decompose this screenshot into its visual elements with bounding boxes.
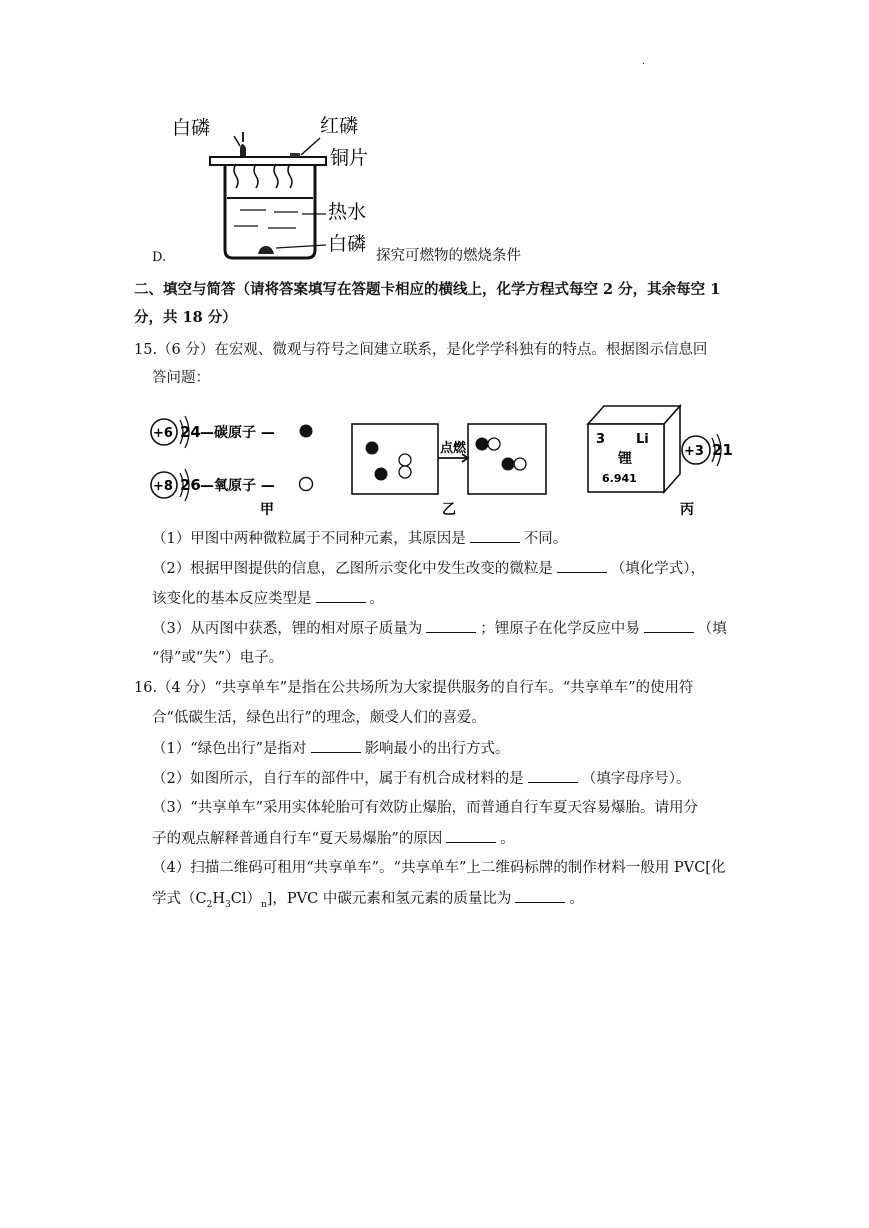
q16-sub2-tail: （填字母序号）。 [581, 771, 691, 787]
pvc-formula-start: 学式（C [152, 891, 207, 907]
corner-mark: . [642, 56, 646, 67]
formula-subscript: 3 [225, 899, 231, 910]
formula-part: H [212, 891, 225, 907]
q16-sub3a: （3）“共享单车”采用实体轮胎可有效防止爆胎，而普通自行车夏天容易爆胎。请用分 [152, 800, 699, 816]
q15-sub1 [152, 528, 567, 549]
carbon-atom-dot [300, 425, 313, 438]
q16-stem-line2: 合“低碳生活，绿色出行”的理念，颇受人们的喜爱。 [152, 710, 486, 726]
fig-jia-label: 甲 [260, 502, 274, 518]
fig-yi-label: 乙 [442, 502, 456, 518]
q15-sub2-text: （2）根据甲图提供的信息，乙图所示变化中发生改变的微粒是 [152, 561, 553, 577]
q16-sub3b-text: 子的观点解释普通自行车“夏天易爆胎”的原因 [152, 831, 443, 847]
q16-sub4b-tail: 。 [569, 891, 584, 907]
option-d-letter: D. [152, 250, 167, 265]
oxygen-atom-dot [300, 478, 313, 491]
answer-blank[interactable] [557, 558, 607, 573]
q16-sub3b [152, 828, 515, 849]
option-d-caption: 探究可燃物的燃烧条件 [376, 248, 521, 264]
carbon-electrons: 24 [180, 423, 201, 441]
answer-blank[interactable] [446, 828, 496, 843]
q15-sub2-tail: （填化学式）， [610, 561, 705, 577]
q16-sub3b-tail: 。 [500, 831, 515, 847]
q16-sub4a: （4）扫描二维码可租用“共享单车”。“共享单车”上二维码标牌的制作材料一般用 PVC[化 [152, 860, 726, 876]
label-copper: 铜片 [330, 147, 369, 169]
q15-stem-line2: 答问题： [152, 370, 210, 386]
answer-blank[interactable] [515, 888, 565, 903]
q16-sub1-text: （1）“绿色出行”是指对 [152, 741, 307, 757]
answer-blank[interactable] [644, 618, 694, 633]
carbon-nucleus: +6 [153, 426, 173, 441]
section-heading-line1: 二、填空与简答（请将答案填写在答题卡相应的横线上，化学方程式每空 2 分，其余每空 1 [134, 281, 721, 298]
reaction-condition: 点燃 [440, 441, 467, 456]
formula-subscript: n [260, 899, 267, 910]
fig-bing-label: 丙 [680, 502, 694, 518]
answer-blank[interactable] [311, 738, 361, 753]
q15-sub2b-text: 该变化的基本反应类型是 [152, 591, 312, 607]
answer-blank[interactable] [316, 588, 366, 603]
q15-figure [140, 398, 740, 522]
carbon-label: —碳原子 — [200, 425, 275, 441]
oxygen-nucleus: +8 [153, 479, 173, 494]
q16-sub1-tail: 影响最小的出行方式。 [364, 741, 510, 757]
li-name: 锂 [618, 451, 632, 467]
q16-sub2-text: （2）如图所示，自行车的部件中，属于有机合成材料的是 [152, 771, 524, 787]
label-white-phosphorus-top: 白磷 [172, 117, 211, 139]
apparatus-figure [170, 108, 380, 260]
q15-sub2b-tail: 。 [369, 591, 384, 607]
q15-sub2a [152, 558, 705, 579]
q15-sub3a [152, 618, 727, 639]
q15-sub3-mid: ；锂原子在化学反应中易 [480, 621, 640, 637]
q15-sub3-text: （3）从丙图中获悉，锂的相对原子质量为 [152, 621, 423, 637]
formula-part: Cl） [230, 891, 261, 907]
q15-sub3-tail: （填 [697, 621, 727, 637]
li-atomic-number: 3 [596, 432, 606, 447]
q15-stem-line1: 15.（6 分）在宏观、微观与符号之间建立联系，是化学学科独有的特点。根据图示信息回 [134, 342, 708, 358]
label-hot-water: 热水 [328, 201, 367, 223]
section-heading-line2: 分，共 18 分） [134, 309, 237, 326]
li-electrons: 21 [712, 441, 733, 459]
li-symbol: Li [636, 432, 649, 447]
q15-sub1-tail: 不同。 [523, 531, 568, 547]
answer-blank[interactable] [426, 618, 476, 633]
q15-sub3b: “得”或“失”）电子。 [152, 650, 284, 666]
oxygen-label: —氧原子 — [200, 478, 275, 494]
label-red-phosphorus: 红磷 [320, 115, 359, 137]
q16-sub4b-text: ]，PVC 中碳元素和氢元素的质量比为 [266, 891, 512, 907]
li-nucleus: +3 [684, 444, 704, 459]
answer-blank[interactable] [528, 768, 578, 783]
q15-sub2b [152, 588, 384, 609]
q16-stem-line1: 16.（4 分）“共享单车”是指在公共场所为大家提供服务的自行车。“共享单车”的使用符 [134, 680, 694, 696]
q16-sub4b [152, 888, 584, 915]
li-mass: 6.941 [602, 472, 637, 485]
q16-sub2 [152, 768, 690, 789]
q15-sub1-text: （1）甲图中两种微粒属于不同种元素，其原因是 [152, 531, 466, 547]
label-white-phosphorus-bottom: 白磷 [328, 233, 367, 255]
q16-sub1 [152, 738, 510, 759]
formula-subscript: 2 [206, 899, 213, 910]
answer-blank[interactable] [470, 528, 520, 543]
oxygen-electrons: 26 [180, 476, 201, 494]
